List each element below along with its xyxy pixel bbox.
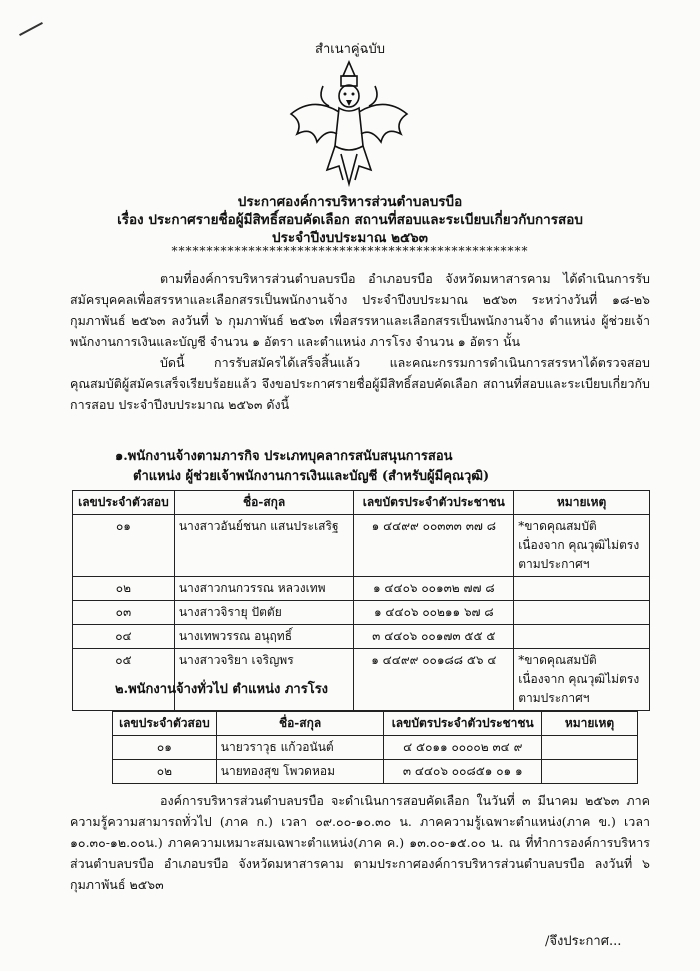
table-header-row	[113, 712, 638, 736]
body-text	[70, 268, 650, 415]
exam-number: ๐๑	[73, 515, 175, 577]
table-row	[73, 601, 650, 625]
citizen-id: ๑ ๔๔๐๖ ๐๐๒๑๑ ๖๗ ๘	[354, 601, 514, 625]
remark	[514, 601, 650, 625]
citizen-id: ๓ ๔๔๐๖ ๐๐๑๗๓ ๕๕ ๕	[354, 625, 514, 649]
candidate-name: นางสาวอันย์ชนก แสนประเสริฐ	[174, 515, 354, 577]
column-header: หมายเหตุ	[542, 712, 638, 736]
exam-number: ๐๕	[73, 649, 175, 711]
paragraph-1: ตามที่องค์การบริหารส่วนตำบลบรบือ อำเภอบรบือ จังหวัดมหาสารคาม ได้ดำเนินการรับสมัครบุคคลเพื่อสรรหาและเลือกสรรเป็นพนักงานจ้าง ประจำปีงบประมาณ ๒๕๖๓ ระหว่างวันที่ ๑๘-๒๖ กุมภาพันธ์ ๒๕๖๓ ลงวันที่ ๖ กุมภาพันธ์ ๒๕๖๓ เพื่อสรรหาและเลือกสรรเป็นพนักงานจ้าง ตำแหน่ง ผู้ช่วยเจ้าพนักงานการเงินและบัญชี จำนวน ๑ อัตรา และตำแหน่ง ภารโรง จำนวน ๑ อัตรา นั้น	[70, 271, 650, 349]
column-header: หมายเหตุ	[514, 491, 650, 515]
citizen-id: ๑ ๔๔๙๙ ๐๐๑๘๘ ๕๖ ๔	[354, 649, 514, 711]
exam-number: ๐๔	[73, 625, 175, 649]
copy-label: สำเนาคู่ฉบับ	[315, 42, 385, 57]
table-row	[113, 736, 638, 760]
column-header: เลขบัตรประจำตัวประชาชน	[384, 712, 542, 736]
table-header-row	[73, 491, 650, 515]
candidate-name: นางสาวจริยา เจริญพร	[174, 649, 354, 711]
section1-heading: ๑.พนักงานจ้างตามภารกิจ ประเภทบุคลากรสนับสนุนการสอน	[115, 449, 453, 464]
announcement-title: ประกาศองค์การบริหารส่วนตำบลบรบือ	[237, 194, 463, 210]
candidate-name: นางเทพวรรณ อนุฤทธิ์	[174, 625, 354, 649]
remark	[542, 760, 638, 784]
table-row	[73, 577, 650, 601]
column-header: เลขประจำตัวสอบ	[73, 491, 175, 515]
column-header: ชื่อ-สกุล	[216, 712, 384, 736]
table-row	[113, 760, 638, 784]
citizen-id: ๓ ๔๔๐๖ ๐๐๘๕๑ ๐๑ ๑	[384, 760, 542, 784]
section1-subheading: ตำแหน่ง ผู้ช่วยเจ้าพนักงานการเงินและบัญชี (สำหรับผู้มีคุณวุฒิ)	[133, 469, 490, 484]
candidate-name: นางสาวจิรายุ ปัตตัย	[174, 601, 354, 625]
announcement-subject: เรื่อง ประกาศรายชื่อผู้มีสิทธิ์สอบคัดเลือก สถานที่สอบและระเบียบเกี่ยวกับการสอบ	[117, 212, 583, 228]
remark: *ขาดคุณสมบัติ เนื่องจาก คุณวุฒิไม่ตรงตามประกาศฯ	[514, 515, 650, 577]
candidate-name: นางสาวกนกวรรณ หลวงเทพ	[174, 577, 354, 601]
table-row	[73, 515, 650, 577]
candidate-name: นายทองสุข โพวดหอม	[216, 760, 384, 784]
closing-text	[70, 790, 650, 895]
remark: *ขาดคุณสมบัติ เนื่องจาก คุณวุฒิไม่ตรงตามประกาศฯ	[514, 649, 650, 711]
exam-number: ๐๒	[73, 577, 175, 601]
section2-table	[112, 711, 638, 784]
paragraph-2: บัดนี้ การรับสมัครได้เสร็จสิ้นแล้ว และคณะกรรมการดำเนินการสรรหาได้ตรวจสอบคุณสมบัติผู้สมัครเสร็จเรียบร้อยแล้ว จึงขอประกาศรายชื่อผู้มีสิทธิ์สอบคัดเลือก สถานที่สอบและระเบียบเกี่ยวกับการสอบ ประจำปีงบประมาณ ๒๕๖๓ ดังนี้	[70, 355, 650, 412]
candidate-name: นายวราวุธ แก้วอนันต์	[216, 736, 384, 760]
remark	[514, 577, 650, 601]
exam-number: ๐๒	[113, 760, 217, 784]
closing-paragraph: องค์การบริหารส่วนตำบลบรบือ จะดำเนินการสอบคัดเลือก ในวันที่ ๓ มีนาคม ๒๕๖๓ ภาคความรู้ความสามารถทั่วไป (ภาค ก.) เวลา ๐๙.๐๐-๑๐.๓๐ น. ภาคความรู้เฉพาะตำแหน่ง(ภาค ข.) เวลา ๑๐.๓๐-๑๒.๐๐น.) ภาคความเหมาะสมเฉพาะตำแหน่ง(ภาค ค.) ๑๓.๐๐-๑๕.๐๐ น. ณ ที่ทำการองค์การบริหารส่วนตำบลบรบือ อำเภอบรบือ จังหวัดมหาสารคาม ตามประกาศองค์การบริหารส่วนตำบลบรบือ ลงวันที่ ๖ กุมภาพันธ์ ๒๕๖๓	[70, 793, 650, 892]
citizen-id: ๑ ๔๔๐๖ ๐๐๑๓๒ ๗๗ ๘	[354, 577, 514, 601]
section2-heading: ๒.พนักงานจ้างทั่วไป ตำแหน่ง ภารโรง	[115, 682, 329, 697]
citizen-id: ๔ ๕๐๑๑ ๐๐๐๐๒ ๓๔ ๙	[384, 736, 542, 760]
column-header: เลขประจำตัวสอบ	[113, 712, 217, 736]
exam-number: ๐๓	[73, 601, 175, 625]
column-header: ชื่อ-สกุล	[174, 491, 354, 515]
table-row	[73, 625, 650, 649]
remark	[514, 625, 650, 649]
remark	[542, 736, 638, 760]
citizen-id: ๑ ๔๔๙๙ ๐๐๓๓๓ ๓๗ ๘	[354, 515, 514, 577]
pen-mark	[19, 22, 43, 36]
fiscal-year: ประจำปีงบประมาณ ๒๕๖๓	[272, 230, 428, 246]
separator: ***************************************************	[171, 244, 529, 258]
column-header: เลขบัตรประจำตัวประชาชน	[354, 491, 514, 515]
exam-number: ๐๑	[113, 736, 217, 760]
continued-marker: /จึงประกาศ...	[545, 934, 622, 949]
garuda-emblem-icon	[283, 56, 415, 188]
